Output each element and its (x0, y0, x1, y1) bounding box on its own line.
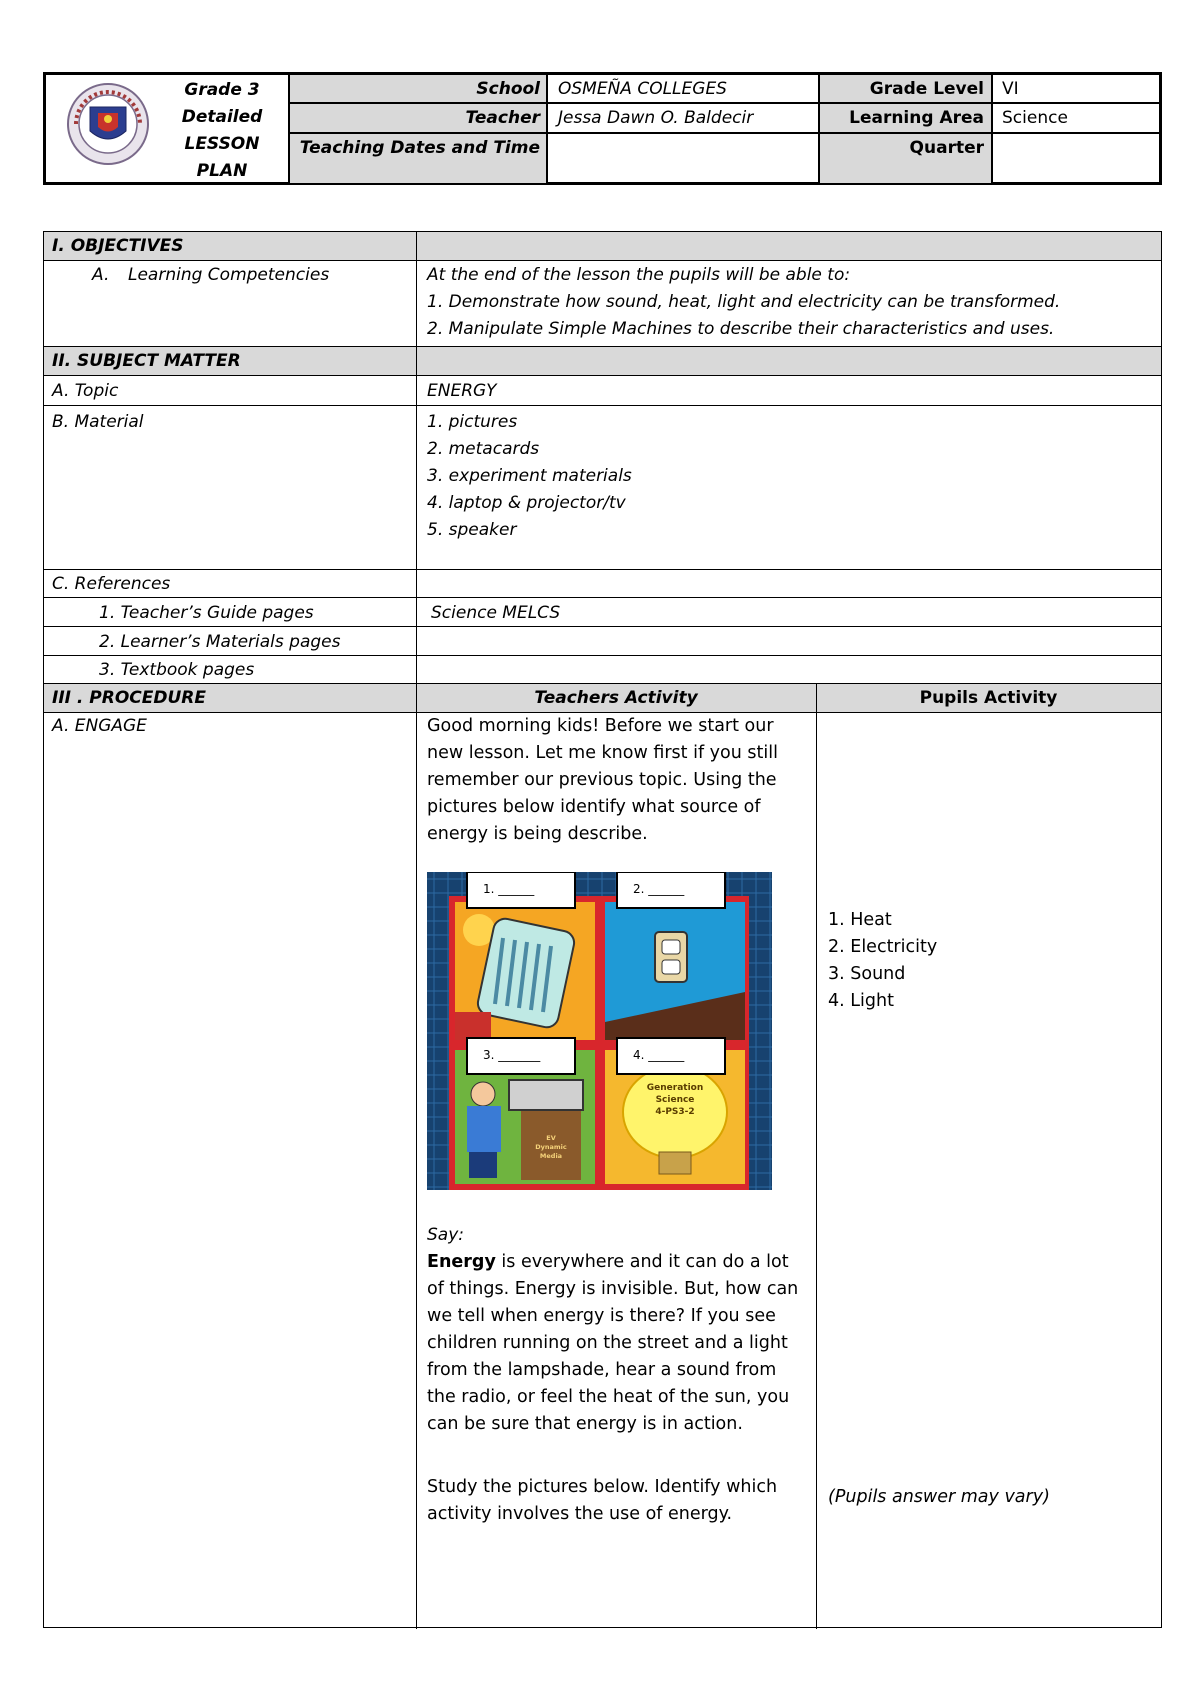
teachers-guide-value: Science MELCS (431, 603, 561, 623)
material-label: B. Material (52, 412, 144, 432)
dates-label: Teaching Dates and Time (299, 138, 540, 158)
picture-blank-3: 3. _______ (483, 1048, 541, 1062)
objectives-intro: At the end of the lesson the pupils will be able to: (427, 265, 851, 285)
energy-word: Energy (427, 1252, 496, 1272)
say-label: Say: (427, 1225, 464, 1245)
learning-area-label: Learning Area (849, 108, 984, 128)
box-caption-line: EV (546, 1134, 556, 1142)
answer-item: 3. Sound (828, 964, 906, 984)
teachers-guide-label: 1. Teacher’s Guide pages (99, 603, 314, 623)
competency-marker: A. (92, 265, 110, 285)
picture-blank-1: 1. ______ (483, 882, 535, 896)
teachers-activity-header: Teachers Activity (534, 688, 698, 708)
lesson-plan-title (158, 77, 286, 185)
material-item: 1. pictures (427, 412, 518, 432)
answers-note: (Pupils answer may vary) (828, 1487, 1050, 1507)
energy-text: is everywhere and it can do a lot of things. Energy is invisible. But, how can we tell when energy is there? If you see children running on the street and a light from the lampshade, hear a sound from the radio, or feel the heat of the sun, you can be sure that energy is in action. (427, 1252, 799, 1434)
picture-blank-4: 4. ______ (633, 1048, 685, 1062)
teacher-label: Teacher (465, 108, 540, 128)
answer-item: 1. Heat (828, 910, 892, 930)
procedure-heading: III . PROCEDURE (52, 688, 206, 708)
grade-level-label: Grade Level (869, 79, 984, 99)
grade-level-value: VI (1002, 79, 1019, 99)
bulb-caption-line: Generation (646, 1083, 704, 1093)
learning-area-value: Science (1002, 108, 1068, 128)
school-value: OSMEÑA COLLEGES (558, 79, 727, 99)
material-item: 2. metacards (427, 439, 540, 459)
box-caption-line: Media (539, 1152, 563, 1160)
title-line: PLAN (196, 161, 248, 181)
objectives-heading: I. OBJECTIVES (52, 236, 184, 256)
energy-explanation (427, 1249, 805, 1438)
box-caption (527, 1134, 575, 1161)
energy-sources-picture (427, 872, 772, 1190)
teacher-value: Jessa Dawn O. Baldecir (558, 108, 754, 128)
references-label: C. References (52, 574, 171, 594)
material-item: 3. experiment materials (427, 466, 632, 486)
quarter-label: Quarter (909, 138, 984, 158)
answer-item: 2. Electricity (828, 937, 938, 957)
learners-materials-label: 2. Learner’s Materials pages (99, 632, 341, 652)
title-line: Grade 3 (184, 80, 260, 100)
box-caption-line: Dynamic (535, 1143, 567, 1151)
engage-label: A. ENGAGE (52, 716, 147, 736)
bulb-caption-line: 4-PS3-2 (655, 1107, 695, 1117)
objective-item: 2. Manipulate Simple Machines to describe their characteristics and uses. (427, 319, 1055, 339)
subject-matter-heading: II. SUBJECT MATTER (52, 351, 241, 371)
lesson-table (43, 231, 1162, 1628)
textbook-label: 3. Textbook pages (99, 660, 255, 680)
material-item: 5. speaker (427, 520, 517, 540)
title-line: Detailed (181, 107, 263, 127)
objective-item: 1. Demonstrate how sound, heat, light and electricity can be transformed. (427, 292, 1061, 312)
study-instruction: Study the pictures below. Identify which activity involves the use of energy. (427, 1477, 778, 1524)
pupils-activity-header: Pupils Activity (919, 688, 1058, 708)
topic-label: A. Topic (52, 381, 119, 401)
topic-value: ENERGY (427, 381, 497, 401)
title-line: LESSON (184, 134, 260, 154)
deped-seal-logo (60, 81, 156, 167)
bulb-caption-line: Science (655, 1095, 695, 1105)
competency-label: Learning Competencies (128, 265, 330, 285)
picture-blank-2: 2. ______ (633, 882, 685, 896)
material-item: 4. laptop & projector/tv (427, 493, 626, 513)
school-label: School (476, 79, 540, 99)
answer-item: 4. Light (828, 991, 894, 1011)
header-table (43, 72, 1162, 185)
engage-intro-text: Good morning kids! Before we start our new lesson. Let me know first if you still remember our previous topic. Using the pictures below identify what source of energy is being describe. (427, 716, 778, 844)
bulb-caption (643, 1082, 707, 1118)
